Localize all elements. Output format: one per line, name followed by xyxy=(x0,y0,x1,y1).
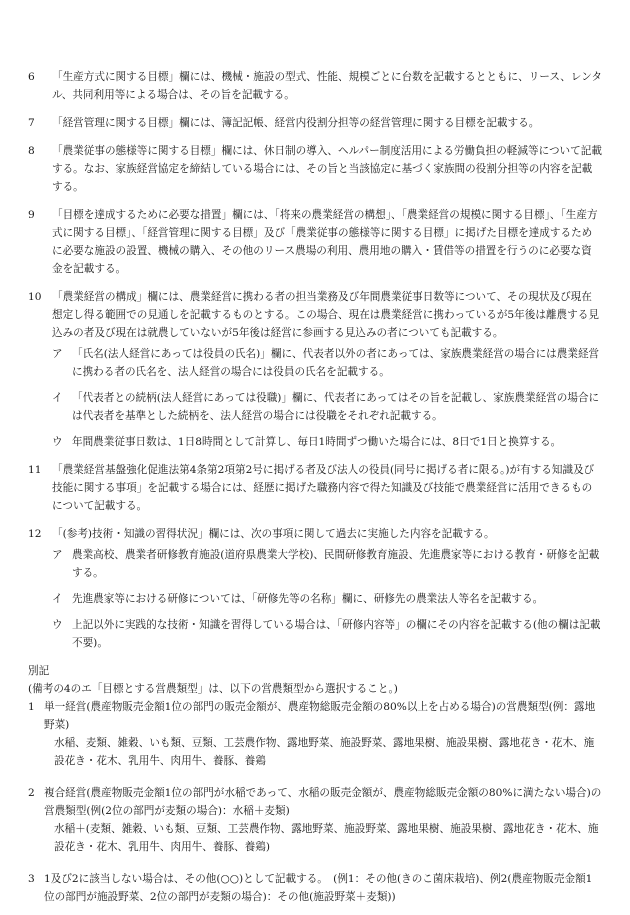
sub-item-text: 農業高校、農業者研修教育施設(道府県農業大学校)、民間研修教育施設、先進農家等における教育・研修を記載する。 xyxy=(72,549,600,579)
item-text: 「農業従事の態様等に関する目標」欄には、休日制の導入、ヘルパー制度活用による労働負担の軽減等について記載する。なお、家族経営協定を締結している場合には、その旨と当該協定に基づく家族間の役割分担等の内容を記載する。 xyxy=(52,145,602,193)
sub-item-u xyxy=(52,616,602,652)
item-text: 「農業経営基盤強化促進法第4条第2項第2号に掲げる者及び法人の役員(同号に掲げる者に限る。)が有する知識及び技能に関する事項」を記載する場合には、経歴に掲げた職務内容で得た知識及び技能で農業経営に活用できるものについて記載する。 xyxy=(52,464,595,512)
item-number: 10 xyxy=(28,291,42,303)
sub-item-i xyxy=(52,590,602,608)
entry-text: 単一経営(農産物販売金額1位の部門の販売金額が、農産物総販売金額の80%以上を占める場合)の営農類型(例：露地野菜) xyxy=(44,701,596,731)
sub-item-text: 先進農家等における研修については、「研修先等の名称」欄に、研修先の農業法人等名を記載する。 xyxy=(72,593,544,605)
item-number: 9 xyxy=(28,209,35,221)
appendix-title: 別記 xyxy=(28,665,50,677)
note-item-8 xyxy=(28,142,602,196)
sub-item-text: 「代表者との続柄(法人経営にあっては役職)」欄に、代表者にあってはその旨を記載し、家族農業経営の場合には代表者を基準とした続柄を、法人経営の場合には役職をそれぞれ記載する。 xyxy=(72,392,600,422)
item-text: 「目標を達成するために必要な措置」欄には、「将来の農業経営の構想」、「農業経営の規模に関する目標」、「生産方式に関する目標」、「経営管理に関する目標」及び「農業従事の態様等に関する目標」に掲げた目標を達成するために必要な施設の設置、機械の購入、その他のリース農場の利用、農用地の購入・賃借等の措置を行うのに必要な資金を記載する。 xyxy=(52,209,598,275)
note-item-7 xyxy=(28,114,602,132)
item-number: 6 xyxy=(28,71,35,83)
sub-item-mark: イ xyxy=(52,593,63,605)
item-number: 7 xyxy=(28,117,35,129)
sub-item-text: 「氏名(法人経営にあっては役員の氏名)」欄に、代表者以外の者にあっては、家族農業経営の場合には農業経営に携わる者の氏名を、法人経営の場合には役員の氏名を記載する。 xyxy=(72,348,600,378)
sub-item-mark: イ xyxy=(52,392,63,404)
appendix-entry-2 xyxy=(28,784,602,856)
sub-item-i xyxy=(52,389,602,425)
entry-list: 水稲＋(麦類、雑穀、いも類、豆類、工芸農作物、露地野菜、施設野菜、露地果樹、施設果樹、露地花き・花木、施設花き・花木、乳用牛、肉用牛、養豚、養鶏) xyxy=(54,823,599,853)
item-text: 「農業経営の構成」欄には、農業経営に携わる者の担当業務及び年間農業従事日数等について、その現状及び現在想定し得る範囲での見通しを記載するものとする。この場合、現在は農業経営に携わっているが5年後は離農する見込みの者及び現在は就農していないが5年後は経営に参画する見込みの者についても記載する。 xyxy=(52,291,599,339)
item-number: 11 xyxy=(28,464,42,476)
sub-item-mark: ウ xyxy=(52,436,63,448)
note-item-6 xyxy=(28,68,602,104)
sub-item-a xyxy=(52,546,602,582)
entry-list: 水稲、麦類、雑穀、いも類、豆類、工芸農作物、露地野菜、施設野菜、露地果樹、施設果樹、露地花き・花木、施設花き・花木、乳用牛、肉用牛、養豚、養鶏 xyxy=(54,737,595,767)
appendix-section xyxy=(28,662,602,698)
note-item-12 xyxy=(28,525,602,652)
sub-item-text: 上記以外に実践的な技術・知識を習得している場合は、「研修内容等」の欄にその内容を記載する(他の欄は記載不要)。 xyxy=(72,619,601,649)
entry-number: 1 xyxy=(28,701,35,713)
appendix-note: (備考の4のエ「目標とする営農類型」は、以下の営農類型から選択すること。) xyxy=(28,683,398,695)
item-text: 「経営管理に関する目標」欄には、簿記記帳、経営内役割分担等の経営管理に関する目標を記載する。 xyxy=(52,117,540,129)
appendix-entry-1 xyxy=(28,698,602,770)
entry-number: 2 xyxy=(28,787,35,799)
note-item-11 xyxy=(28,461,602,515)
sub-item-mark: ア xyxy=(52,348,63,360)
entry-text: 1及び2に該当しない場合は、その他(○○)として記載する。 (例1：その他(きのこ菌床栽培)、例2(農産物販売金額1位の部門が施設野菜、2位の部門が麦類の場合)：その他(施設野菜＋麦類)) xyxy=(44,873,593,903)
item-text: 「(参考)技術・知識の習得状況」欄には、次の事項に関して過去に実施した内容を記載する。 xyxy=(52,528,495,540)
sub-item-mark: ア xyxy=(52,549,63,561)
note-item-9 xyxy=(28,206,602,278)
item-text: 「生産方式に関する目標」欄には、機械・施設の型式、性能、規模ごとに台数を記載するとともに、リース、レンタル、共同利用等による場合は、その旨を記載する。 xyxy=(52,71,602,101)
sub-item-mark: ウ xyxy=(52,619,63,631)
note-item-10 xyxy=(28,288,602,451)
sub-item-text: 年間農業従事日数は、1日8時間として計算し、毎日1時間ずつ働いた場合には、8日で1日と換算する。 xyxy=(72,436,562,448)
entry-text: 複合経営(農産物販売金額1位の部門が水稲であって、水稲の販売金額が、農産物総販売金額の80%に満たない場合)の営農類型(例(2位の部門が麦類の場合)：水稲＋麦類) xyxy=(44,787,602,817)
appendix-entry-3 xyxy=(28,870,602,906)
sub-item-u xyxy=(52,433,602,451)
item-number: 12 xyxy=(28,528,42,540)
item-number: 8 xyxy=(28,145,35,157)
sub-item-a xyxy=(52,345,602,381)
entry-number: 3 xyxy=(28,873,35,885)
